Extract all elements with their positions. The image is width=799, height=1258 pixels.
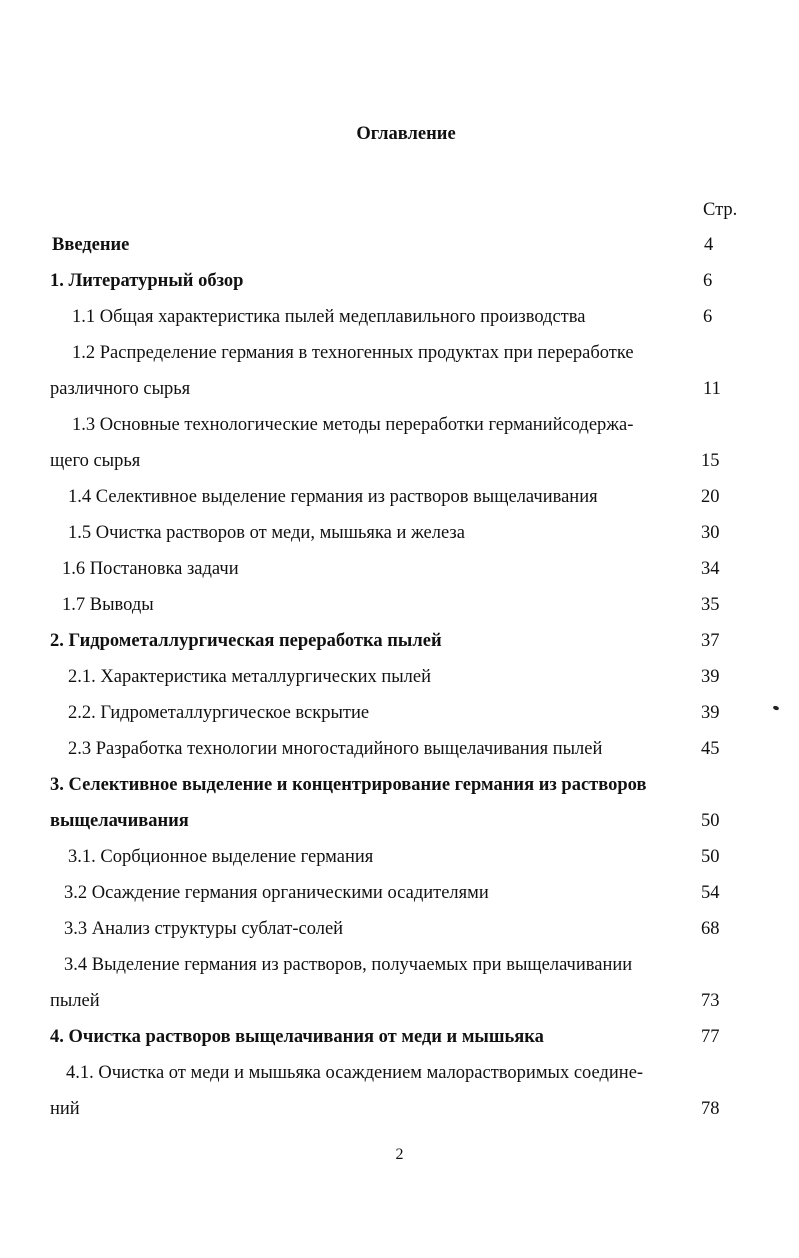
toc-entry-text[interactable]: пылей <box>50 991 100 1011</box>
toc-entry-page: 37 <box>701 631 720 651</box>
page-title: Оглавление <box>356 124 456 144</box>
toc-entry-page: 6 <box>703 271 713 291</box>
toc-entry-page: 39 <box>701 667 720 687</box>
toc-entry-text[interactable]: 1.7 Выводы <box>62 595 154 615</box>
toc-entry-text[interactable]: щего сырья <box>50 451 141 471</box>
page-number: 2 <box>395 1146 404 1163</box>
toc-entry-page: 77 <box>701 1027 720 1047</box>
toc-entry-page: 30 <box>701 523 720 543</box>
toc-entry-text[interactable]: 2.1. Характеристика металлургических пылей <box>68 667 432 687</box>
toc-entry-page: 20 <box>701 487 720 507</box>
toc-entry-text[interactable]: 1.1 Общая характеристика пылей медеплавильного производства <box>72 307 586 327</box>
toc-entry-text[interactable]: 4.1. Очистка от меди и мышьяка осаждением малорастворимых соедине- <box>66 1063 644 1083</box>
toc-entry-page: 50 <box>701 811 720 831</box>
toc-entry-page: 34 <box>701 559 720 579</box>
toc-entry-text[interactable]: ний <box>50 1099 80 1119</box>
scan-artifact <box>772 705 779 711</box>
toc-entry-page: 78 <box>701 1099 720 1119</box>
toc-entry-page: 15 <box>701 451 720 471</box>
toc-entry-text[interactable]: Введение <box>52 235 130 255</box>
toc-entry-page: 45 <box>701 739 720 759</box>
toc-entry-text[interactable]: 3.1. Сорбционное выделение германия <box>68 847 374 867</box>
toc-entry-page: 50 <box>701 847 720 867</box>
toc-entry-text[interactable]: 1.5 Очистка растворов от меди, мышьяка и железа <box>68 523 465 543</box>
toc-entry-text[interactable]: 3. Селективное выделение и концентрирование германия из растворов <box>50 775 647 795</box>
toc-entry-page: 6 <box>703 307 713 327</box>
toc-entry-page: 35 <box>701 595 720 615</box>
toc-entry-text[interactable]: 4. Очистка растворов выщелачивания от меди и мышьяка <box>50 1027 544 1047</box>
toc-entry-text[interactable]: 3.4 Выделение германия из растворов, получаемых при выщелачивании <box>64 955 633 975</box>
toc-entry-text[interactable]: 2.2. Гидрометаллургическое вскрытие <box>68 703 370 723</box>
toc-entry-page: 68 <box>701 919 720 939</box>
toc-entry-text[interactable]: 1.2 Распределение германия в техногенных продуктах при переработке <box>72 343 634 363</box>
page-column-header: Стр. <box>703 200 738 220</box>
toc-entry-page: 73 <box>701 991 720 1011</box>
toc-entry-page: 4 <box>704 235 714 255</box>
toc-entry-page: 39 <box>701 703 720 723</box>
toc-entry-text[interactable]: различного сырья <box>50 379 191 399</box>
toc-entry-page: 11 <box>703 379 721 399</box>
toc-entry-text[interactable]: 3.3 Анализ структуры сублат-солей <box>64 919 344 939</box>
toc-entry-text[interactable]: 1.4 Селективное выделение германия из растворов выщелачивания <box>68 487 598 507</box>
toc-entry-text[interactable]: 3.2 Осаждение германия органическими осадителями <box>64 883 489 903</box>
toc-entry-text[interactable]: 1.3 Основные технологические методы переработки германийсодержа- <box>72 415 634 435</box>
toc-entry-text[interactable]: 2. Гидрометаллургическая переработка пылей <box>50 631 442 651</box>
toc-entry-text[interactable]: 2.3 Разработка технологии многостадийного выщелачивания пылей <box>68 739 603 759</box>
toc-entry-page: 54 <box>701 883 720 903</box>
toc-entry-text[interactable]: выщелачивания <box>50 811 189 831</box>
toc-entry-text[interactable]: 1. Литературный обзор <box>50 271 244 291</box>
toc-entry-text[interactable]: 1.6 Постановка задачи <box>62 559 239 579</box>
